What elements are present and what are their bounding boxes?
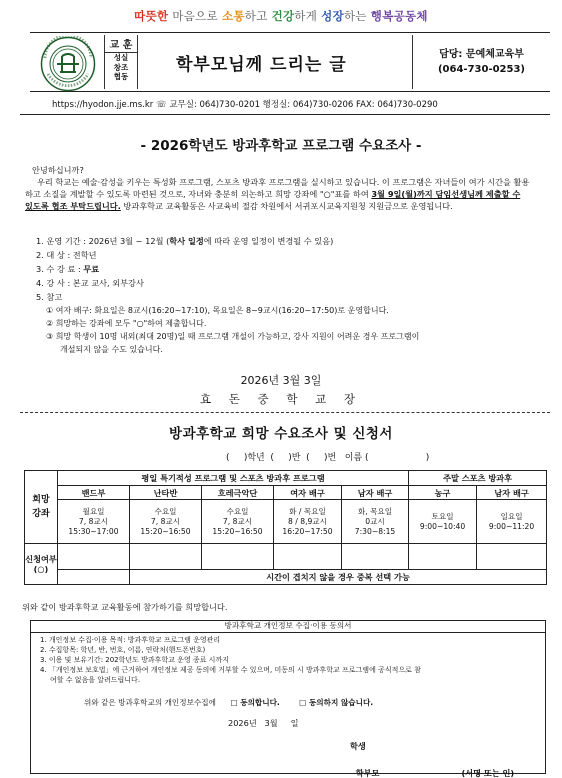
school-seal-logo (40, 36, 96, 92)
weekend-group-header: 주말 스포츠 방과후 (409, 471, 547, 486)
course-name: 흐레극악단 (202, 486, 274, 500)
disagree-checkbox[interactable]: □ 동의하지 않습니다. (299, 698, 374, 707)
school-principal: 효 돈 중 학 교 장 (200, 392, 362, 406)
note-line: ① 여자 배구: 화요일은 8교시(16:20~17:10), 목요일은 8~9교시(16:20~17:50)로 운영합니다. (46, 306, 389, 315)
schedule-period: 7, 8교시 (150, 516, 181, 526)
slogan-word: 하게 (294, 9, 322, 23)
schedule-time: 16:20~17:50 (282, 526, 333, 536)
apply-label-line: 신청여부 (25, 554, 57, 564)
schedule-time: 15:20~16:50 (140, 526, 191, 536)
divider (20, 114, 550, 115)
item-label: 3. 수 강 료 : (36, 264, 84, 274)
info-item-note: 5. 참고 (36, 292, 63, 302)
course-row-label (25, 471, 58, 544)
note-line: ③ 희망 학생이 10명 내외(최대 20명)일 때 프로그램 개설이 가능하고, 강사 지원이 어려운 경우 프로그램이 (46, 332, 420, 341)
motto-item: 창조 (113, 62, 129, 72)
schedule-period: 7, 8교시 (78, 516, 109, 526)
schedule-day: 수요일 (154, 506, 177, 516)
cut-line (20, 412, 550, 413)
intro-text: 방과후학교 교육활동은 사교육비 절감 차원에서 서귀포시교육지원청 지원금으로 운영됩니다. (120, 201, 453, 211)
course-schedule (342, 500, 409, 544)
consent-item: 1. 개인정보 수집·이용 목적: 방과후학교 프로그램 운영관리 (40, 636, 221, 644)
slogan-word: 성장 (321, 9, 344, 23)
weekday-group-header: 평일 특기적성 프로그램 및 스포츠 방과후 프로그램 (58, 471, 409, 486)
slogan-word: 마음으로 (168, 9, 222, 23)
apply-checkbox-cell[interactable] (58, 544, 130, 570)
schedule-day: 월요일 (82, 506, 105, 516)
course-schedule (409, 500, 477, 544)
apply-checkbox-cell[interactable] (274, 544, 342, 570)
slogan-word: 소통 (221, 9, 245, 23)
apply-checkbox-cell[interactable] (477, 544, 547, 570)
overlap-note: 시간이 겹치지 않을 경우 중복 선택 가능 (130, 570, 547, 585)
apply-label-line: (○) (33, 564, 49, 574)
consent-title: 방과후학교 개인정보 수집·이용 동의서 (30, 620, 546, 633)
course-name: 밴드부 (58, 486, 130, 500)
note-line: ② 희망하는 강좌에 모두 "○"하여 제출합니다. (46, 319, 207, 328)
schedule-day: 화 / 목요일 (289, 506, 326, 516)
schedule-period: 8 / 8,9교시 (288, 516, 327, 526)
course-name: 여자 배구 (274, 486, 342, 500)
slogan-word: 따뜻한 (134, 9, 169, 23)
schedule-time: 7:30~8:15 (354, 526, 396, 536)
student-info-line: ( )학년 ( )반 ( )번 이름 ( ) (226, 453, 430, 463)
apply-checkbox-cell[interactable] (130, 544, 202, 570)
survey-title: - 2026학년도 방과후학교 프로그램 수요조사 - (140, 138, 422, 154)
issue-date: 2026년 3월 3일 (240, 374, 322, 387)
school-slogan (0, 8, 562, 24)
apply-checkbox-cell[interactable] (409, 544, 477, 570)
office-phones: 교무실: 064)730-0201 행정실: 064)730-0206 FAX: 064)730-0290 (169, 100, 438, 110)
greeting: 안녕하십니까? (32, 165, 84, 175)
item-rest: 에 따라 운영 일정이 변경될 수 있음) (203, 236, 334, 246)
motto-item: 성실 (113, 53, 129, 62)
motto-item: 협동 (113, 72, 129, 81)
row-label-line: 강좌 (32, 509, 50, 519)
intro-paragraph (25, 176, 530, 212)
info-item-fee (36, 264, 99, 275)
contact-line (52, 98, 438, 110)
department-box (412, 35, 550, 89)
agree-checkbox[interactable]: □ 동의합니다. (230, 698, 280, 707)
info-item-instructor: 4. 강 사 : 본교 교사, 외부강사 (36, 278, 144, 288)
schedule-day: 토요일 (431, 511, 454, 521)
course-name: 난타반 (130, 486, 202, 500)
schedule-time: 9:00~11:20 (488, 521, 535, 531)
school-website-link[interactable]: https://hyodon.jje.ms.kr (52, 100, 154, 110)
info-item-period (36, 236, 333, 247)
application-title: 방과후학교 희망 수요조사 및 신청서 (169, 426, 393, 442)
consent-choice-line (84, 697, 373, 708)
schedule-day: 화, 목요일 (357, 506, 393, 516)
course-name: 남자 배구 (342, 486, 409, 500)
school-motto (104, 35, 138, 89)
course-table (24, 470, 547, 585)
schedule-time: 15:30~17:00 (68, 526, 119, 536)
info-item-target: 2. 대 상 : 전학년 (36, 250, 97, 260)
consent-item: 3. 이용 및 보유기간: 202학년도 방과후학교 운영 종료 시까지 (40, 656, 229, 664)
motto-heading: 교 훈 (105, 35, 137, 53)
schedule-day: 수요일 (226, 506, 249, 516)
course-schedule (477, 500, 547, 544)
letter-title: 학부모님께 드리는 글 (176, 55, 347, 75)
consent-prefix: 위와 같은 방과후학교의 개인정보수집에 (84, 698, 216, 707)
apply-checkbox-cell[interactable] (342, 544, 409, 570)
course-name: 농구 (409, 486, 477, 500)
apply-checkbox-cell[interactable] (202, 544, 274, 570)
deadline-text: 3월 9일(월)까지 담임선생님께 제출할 수 있도록 협조 부탁드립니다. (25, 189, 521, 211)
apply-statement: 위와 같이 방과후학교 교육활동에 참가하기를 희망합니다. (22, 602, 228, 612)
schedule-period: 7, 8교시 (222, 516, 253, 526)
item-bold: 학사 일정 (169, 236, 204, 246)
department-phone: (064-730-0253) (437, 64, 526, 75)
course-schedule (58, 500, 130, 544)
slogan-word: 하는 (344, 9, 371, 23)
parent-label: 학부모 (355, 768, 380, 778)
item-bold: 무료 (83, 264, 100, 274)
apply-row-label (25, 544, 58, 585)
consent-item: 여할 수 없음을 알려드립니다. (50, 676, 141, 684)
signature-note: (서명 또는 인) (461, 768, 515, 778)
student-signature-label: 학생 (350, 741, 366, 751)
schedule-period: 0교시 (365, 516, 385, 526)
slogan-word: 행복공동체 (370, 9, 428, 23)
slogan-word: 건강 (271, 9, 295, 23)
parent-signature-line (350, 758, 514, 778)
row-label-line: 희망 (32, 495, 50, 505)
slogan-word: 하고 (244, 9, 272, 23)
course-schedule (130, 500, 202, 544)
phone-icon: ☏ (155, 100, 170, 110)
note-line: 개설되지 않을 수도 있습니다. (60, 345, 163, 354)
schedule-day: 일요일 (500, 511, 523, 521)
course-schedule (274, 500, 342, 544)
course-schedule (202, 500, 274, 544)
consent-item: 4. 「개인정보 보호법」에 근거하여 개인정보 제공 동의에 거부할 수 있으며, 미동의 시 방과후학교 프로그램에 공식적으로 참 (40, 666, 421, 674)
intro-text: 우리 학교는 예술·감성을 키우는 특성화 프로그램, 스포츠 방과후 프로그램을 실시하고 있습니다. 이 프로그램은 자녀들이 여가 시간을 활용하고 소질을 계발할 수 있도록 마련된 것으로, 자녀와 충분히 의논하고 희망 강좌에 "○"표를 하여 (25, 177, 530, 199)
schedule-time: 9:00~10:40 (419, 521, 466, 531)
signature-date: 2026년 3월 일 (228, 718, 299, 728)
item-label: 1. 운영 기간 : 2026년 3월 ~ 12월 ( (36, 236, 170, 246)
department-name: 담당: 문예체교육부 (439, 49, 524, 60)
course-name: 남자 배구 (477, 486, 547, 500)
schedule-time: 15:20~16:50 (212, 526, 263, 536)
empty-cell (58, 570, 130, 585)
consent-item: 2. 수집항목: 학년, 반, 번호, 이름, 연락처(핸드폰번호) (40, 646, 206, 654)
